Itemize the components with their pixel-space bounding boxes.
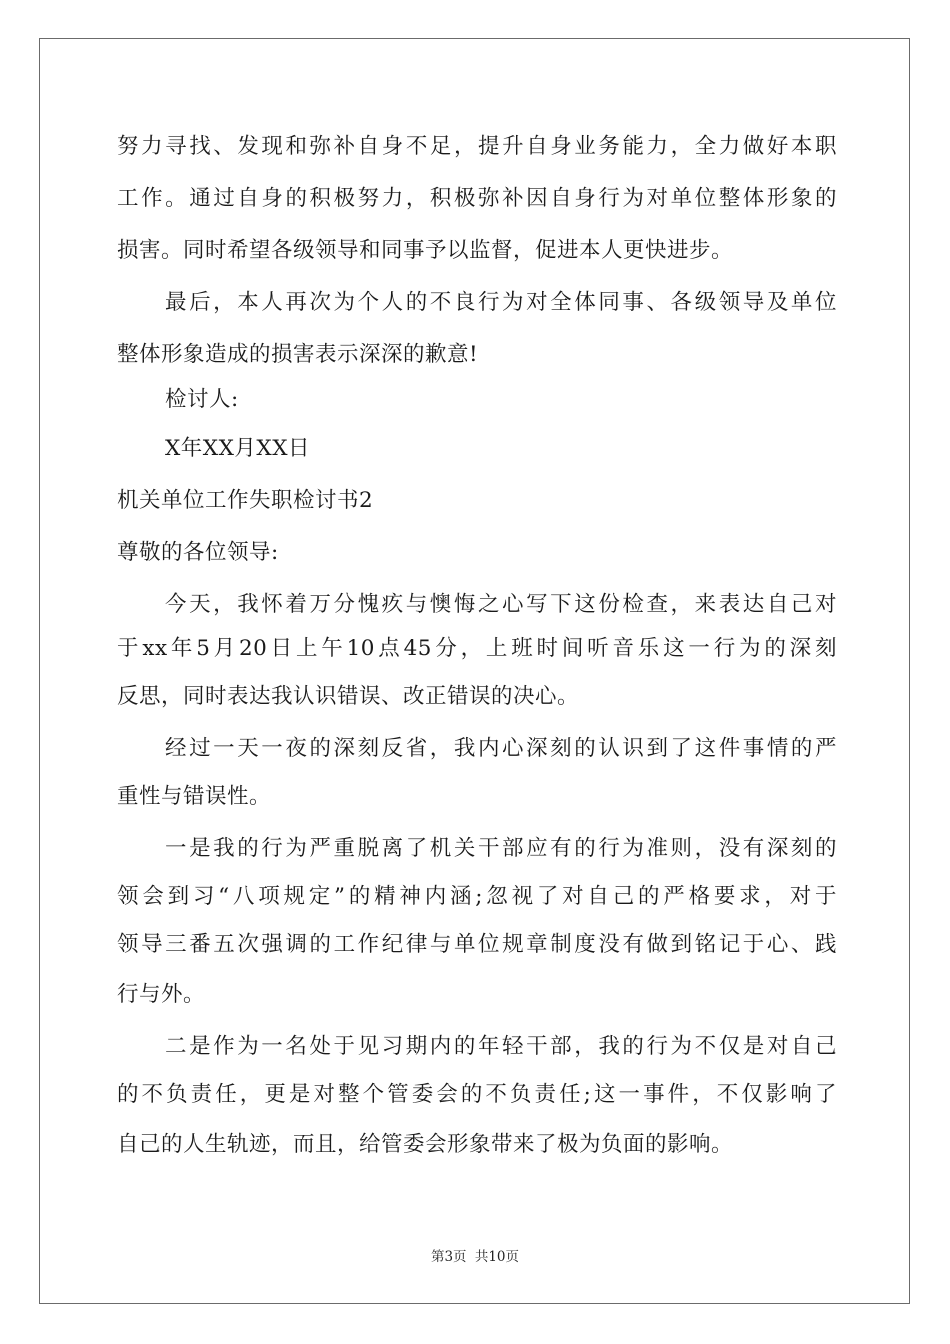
page-number: 第3页 bbox=[430, 1249, 467, 1265]
paragraph-line: 经过一天一夜的深刻反省，我内心深刻的认识到了这件事情的严 bbox=[165, 736, 837, 761]
signature-label: 检讨人: bbox=[165, 387, 239, 412]
paragraph-line: 二是作为一名处于见习期内的年轻干部，我的行为不仅是对自己 bbox=[165, 1034, 837, 1059]
paragraph-line: 领会到习“八项规定”的精神内涵;忽视了对自己的严格要求，对于 bbox=[117, 884, 837, 909]
paragraph-line: 反思，同时表达我认识错误、改正错误的决心。 bbox=[117, 684, 580, 709]
section-title: 机关单位工作失职检讨书2 bbox=[117, 488, 374, 513]
paragraph-line: 自己的人生轨迹，而且，给管委会形象带来了极为负面的影响。 bbox=[117, 1132, 734, 1157]
paragraph-line: 的不负责任，更是对整个管委会的不负责任;这一事件，不仅影响了 bbox=[117, 1082, 837, 1107]
paragraph-line: 最后，本人再次为个人的不良行为对全体同事、各级领导及单位 bbox=[165, 290, 837, 315]
paragraph-line: 努力寻找、发现和弥补自身不足，提升自身业务能力，全力做好本职 bbox=[117, 134, 837, 159]
salutation: 尊敬的各位领导: bbox=[117, 540, 279, 565]
paragraph-line: 行与外。 bbox=[117, 982, 206, 1007]
paragraph-line: 领导三番五次强调的工作纪律与单位规章制度没有做到铭记于心、践 bbox=[117, 932, 837, 957]
total-pages: 共10页 bbox=[474, 1249, 520, 1265]
paragraph-line: 工作。通过自身的积极努力，积极弥补因自身行为对单位整体形象的 bbox=[117, 186, 837, 211]
paragraph-line: 整体形象造成的损害表示深深的歉意! bbox=[117, 342, 479, 367]
date-line: X年XX月XX日 bbox=[165, 436, 311, 461]
paragraph-line: 今天，我怀着万分愧疚与懊悔之心写下这份检查，来表达自己对 bbox=[165, 592, 837, 617]
paragraph-line: 一是我的行为严重脱离了机关干部应有的行为准则，没有深刻的 bbox=[165, 836, 837, 861]
paragraph-line: 损害。同时希望各级领导和同事予以监督，促进本人更快进步。 bbox=[117, 238, 734, 263]
page-border bbox=[39, 38, 910, 1304]
page-footer bbox=[0, 1245, 950, 1265]
paragraph-line: 重性与错误性。 bbox=[117, 784, 272, 809]
paragraph-line: 于xx年5月20日上午10点45分，上班时间听音乐这一行为的深刻 bbox=[117, 636, 837, 661]
